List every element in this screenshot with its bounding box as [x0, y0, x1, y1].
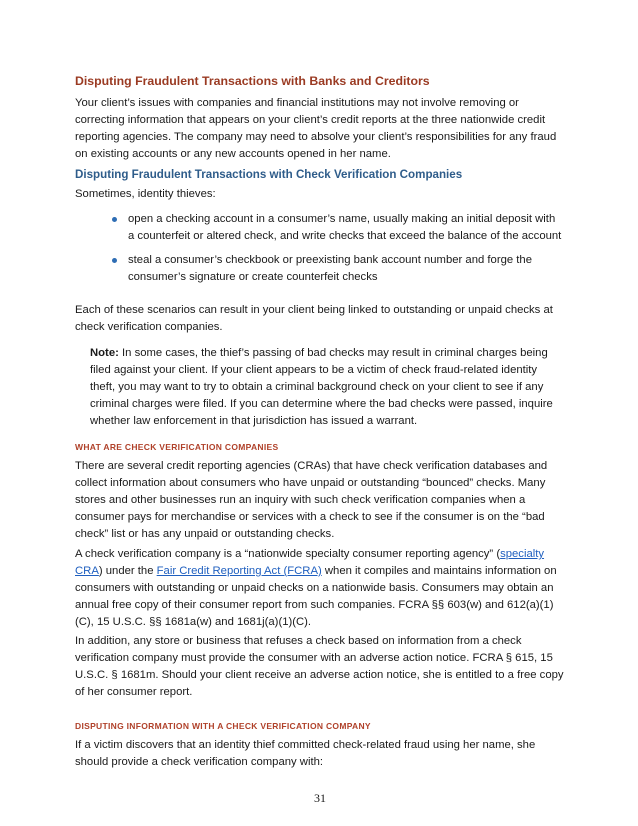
text-segment: ) under the: [98, 565, 157, 577]
text-segment: A check verification company is a “nationwide specialty consumer reporting agency” (: [75, 548, 501, 560]
paragraph-scenarios: Each of these scenarios can result in your client being linked to outstanding or unpaid checks at check verification companies.: [75, 304, 553, 333]
note-label: Note:: [90, 347, 119, 359]
list-item-text: open a checking account in a consumer’s name, usually making an initial deposit with a counterfeit or altered check, and write checks that exceed the balance of the account: [128, 213, 562, 242]
bullet-list: [112, 211, 564, 293]
list-item: [112, 252, 564, 286]
bullet-icon: [112, 258, 117, 263]
fcra-link[interactable]: Fair Credit Reporting Act (FCRA): [156, 565, 322, 577]
paragraph-victim-discovers: If a victim discovers that an identity thief committed check-related fraud using her name, she should provide a check verification company with:: [75, 739, 536, 768]
list-item-text: steal a consumer’s checkbook or preexisting bank account number and forge the consumer’s signature or create counterfeit checks: [128, 254, 532, 283]
note-block: [90, 345, 565, 430]
bullet-icon: [112, 217, 117, 222]
page-number: 31: [314, 791, 326, 805]
specialty-cra-link[interactable]: specialty CRA: [75, 548, 545, 577]
paragraph-adverse-action: In addition, any store or business that refuses a check based on information from a check verification company must provide the consumer with an adverse action notice. FCRA § 615, 15 U.S.C. § 1681m. Should your client receive an adverse action notice, she is entitled to a free copy of her consumer report.: [75, 635, 564, 698]
paragraph-intro: Sometimes, identity thieves:: [75, 188, 216, 200]
section-heading-fraudulent-transactions: Disputing Fraudulent Transactions with Banks and Creditors: [75, 74, 430, 88]
list-item: [112, 211, 564, 245]
section-heading-disputing-info: DISPUTING INFORMATION WITH A CHECK VERIFICATION COMPANY: [75, 721, 371, 731]
paragraph-client-issues: Your client’s issues with companies and financial institutions may not involve removing or correcting information that appears on your client’s credit reports at the three nationwide credit reporting agencies. The company may need to absolve your client’s responsibilities for any fraud on existing accounts or any new accounts opened in her name.: [75, 97, 557, 160]
paragraph-cras: There are several credit reporting agencies (CRAs) that have check verification databases and collect information about consumers who have unpaid or outstanding “bounced” checks. Many stores and other businesses run an inquiry with such check verification companies when a consumer pays for merchandise or services with a check to see if the consumer is on the “bad check” list or has any unpaid or outstanding checks.: [75, 460, 548, 540]
paragraph-specialty-cra: [75, 546, 567, 631]
subheading-check-verification: Disputing Fraudulent Transactions with Check Verification Companies: [75, 168, 463, 181]
section-heading-what-are-cvc: WHAT ARE CHECK VERIFICATION COMPANIES: [75, 442, 279, 452]
note-text: In some cases, the thief’s passing of bad checks may result in criminal charges being filed against your client. If your client appears to be a victim of check fraud-related identity theft, you may want to try to obtain a criminal background check on your client to see if any criminal charges were filed. If you can determine where the bad checks were passed, inquire whether law enforcement in that jurisdiction has issued a warrant.: [90, 347, 553, 427]
text-segment: when it compiles and maintains information on consumers with outstanding or unpaid checks on a nationwide basis. Consumers may obtain an annual free copy of their consumer report from such companies. FCRA §§ 603(w) and 612(a)(1)(C), 15 U.S.C. §§ 1681a(w) and 1681j(a)(1)(C).: [75, 565, 557, 628]
